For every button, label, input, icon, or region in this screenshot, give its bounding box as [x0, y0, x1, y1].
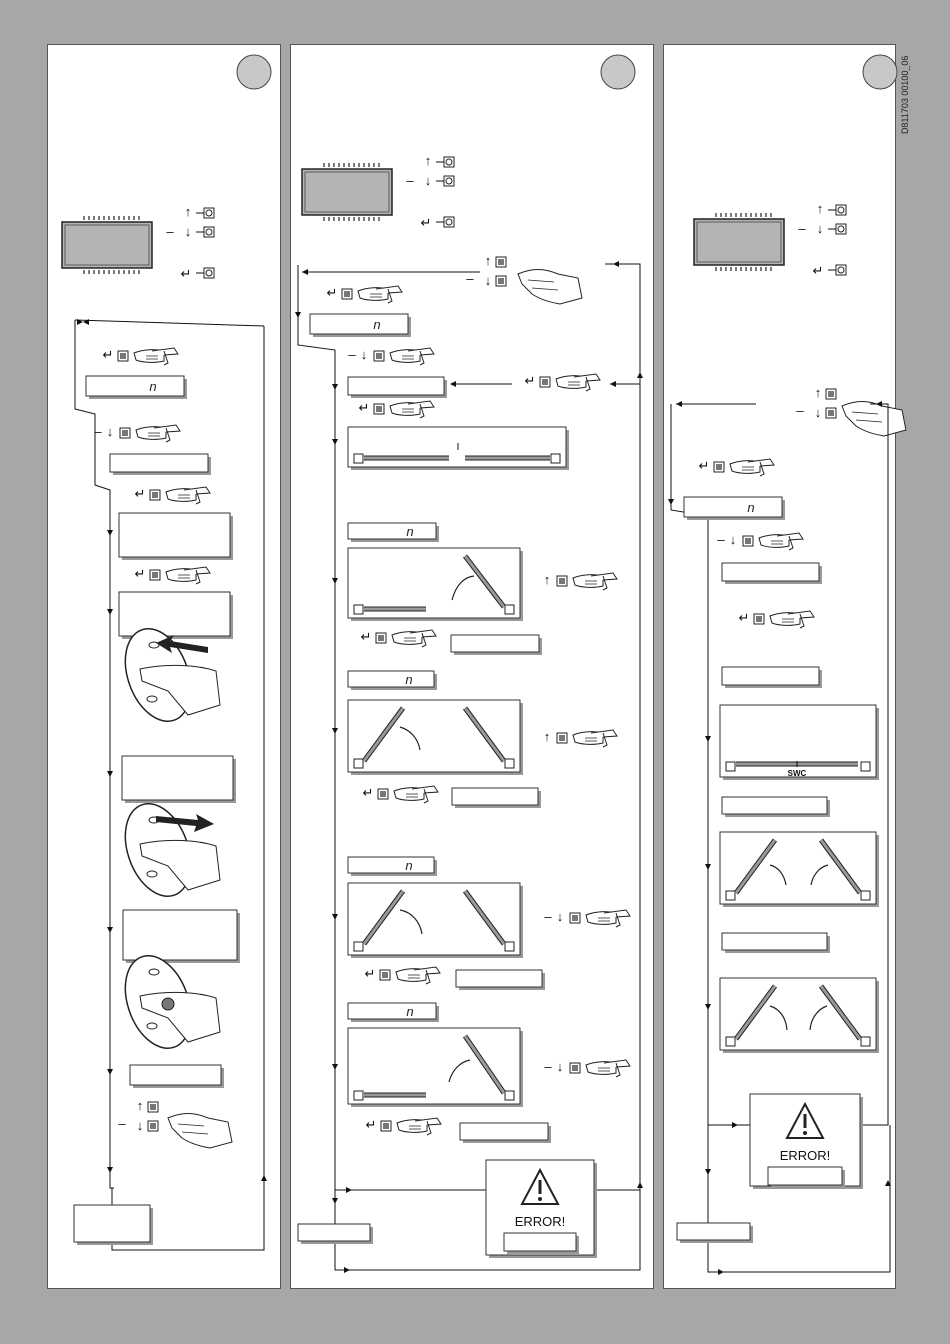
button-icon [380, 791, 386, 797]
pointing-hand-icon [770, 611, 814, 628]
up_arrow-symbol: ↑ [184, 204, 192, 219]
flow-arrow-icon [668, 499, 674, 505]
message-box [298, 1224, 370, 1241]
down_arrow-symbol: ↓ [106, 424, 114, 439]
pointing-hand-icon [390, 401, 434, 418]
button-icon [716, 464, 722, 470]
error-code-box [504, 1233, 576, 1251]
minus-symbol: – [798, 221, 806, 236]
enter-symbol: ↵ [358, 400, 370, 415]
pointing-hand-icon [573, 573, 617, 590]
flow-arrow-icon [610, 381, 616, 387]
message-box [123, 910, 237, 960]
button-icon [756, 616, 762, 622]
button-icon [152, 492, 158, 498]
warning-triangle-icon [539, 1180, 542, 1194]
flow-arrow-icon [107, 1167, 113, 1173]
down_arrow-symbol: ↓ [136, 1118, 144, 1133]
button-icon [559, 578, 565, 584]
up_arrow-symbol: ↑ [543, 729, 551, 744]
flow-arrow-icon [346, 1187, 352, 1193]
display-box [86, 376, 184, 396]
down_arrow-symbol: ↓ [184, 224, 192, 239]
pointing-hand-icon [573, 730, 617, 747]
message-box [74, 1205, 150, 1242]
pointing-hand-icon [358, 286, 402, 303]
display-box [110, 454, 208, 472]
enter-symbol: ↵ [812, 263, 824, 278]
gate-diagram-box [348, 700, 520, 772]
button-icon [745, 538, 751, 544]
display-box [348, 1003, 436, 1019]
down_arrow-symbol: ↓ [729, 532, 737, 547]
up_arrow-symbol: ↑ [816, 201, 824, 216]
error-label: ERROR! [514, 1214, 566, 1229]
enter-symbol: ↵ [365, 1117, 377, 1132]
pointing-hand-icon [166, 567, 210, 584]
enter-symbol: ↵ [698, 458, 710, 473]
flow-arrow-icon [705, 736, 711, 742]
pointing-hand-icon [730, 459, 774, 476]
button-icon [376, 406, 382, 412]
down_arrow-symbol: ↓ [816, 221, 824, 236]
minus-symbol: – [466, 271, 474, 286]
minus-symbol: – [544, 1059, 552, 1074]
flow-arrow-icon [705, 1004, 711, 1010]
enter-symbol: ↵ [362, 785, 374, 800]
pointing-hand-icon [168, 1114, 232, 1149]
up_arrow-symbol: ↑ [484, 253, 492, 268]
pointing-hand-icon [394, 786, 438, 803]
message-box [451, 635, 539, 652]
message-box [119, 592, 230, 636]
up_arrow-symbol: ↑ [136, 1098, 144, 1113]
gate-diagram-box [720, 832, 876, 904]
display-digit: n [406, 1004, 414, 1019]
flow-arrow-icon [705, 1169, 711, 1175]
flow-arrow-icon [637, 372, 643, 378]
display-box [348, 671, 434, 687]
down_arrow-symbol: ↓ [556, 909, 564, 924]
minus-symbol: – [166, 224, 174, 239]
flow-arrow-icon [302, 269, 308, 275]
minus-symbol: – [406, 173, 414, 188]
step-number-circle [237, 55, 271, 89]
gate-diagram-box [348, 883, 520, 955]
flow-arrow-icon [613, 261, 619, 267]
flow-arrow-icon [332, 1064, 338, 1070]
display-digit: n [747, 500, 755, 515]
enter-symbol: ↵ [102, 347, 114, 362]
flow-arrow-icon [637, 1182, 643, 1188]
down_arrow-symbol: ↓ [556, 1059, 564, 1074]
button-icon [559, 735, 565, 741]
down_arrow-symbol: ↓ [360, 347, 368, 362]
button-icon [344, 291, 350, 297]
pointing-hand-icon [166, 487, 210, 504]
message-box [452, 788, 538, 805]
enter-symbol: ↵ [180, 266, 192, 281]
pointing-hand-icon [586, 1060, 630, 1077]
display-digit: n [405, 672, 413, 687]
minus-symbol: – [348, 347, 356, 362]
display-box [722, 797, 827, 814]
button-icon [498, 278, 504, 284]
button-icon [498, 259, 504, 265]
button-icon [122, 430, 128, 436]
down_arrow-symbol: ↓ [484, 273, 492, 288]
flow-arrow-icon [295, 312, 301, 318]
pointing-hand-icon [397, 1118, 441, 1135]
pointing-hand-icon [136, 425, 180, 442]
pointing-hand-icon [556, 374, 600, 391]
warning-triangle-icon [803, 1131, 807, 1135]
flow-arrow-icon [332, 914, 338, 920]
flow-arrow-icon [332, 1198, 338, 1204]
enter-symbol: ↵ [134, 566, 146, 581]
flow-arrow-icon [676, 401, 682, 407]
finger-on-disc-icon [113, 795, 220, 906]
warning-triangle-icon [538, 1197, 542, 1201]
display-digit: n [373, 317, 381, 332]
pointing-hand-icon [134, 348, 178, 365]
flow-arrow-icon [261, 1175, 267, 1181]
display-box [348, 857, 434, 873]
error-label: ERROR! [779, 1148, 831, 1163]
flow-arrow-icon [718, 1269, 724, 1275]
display-digit: n [406, 524, 414, 539]
display-box [722, 933, 827, 950]
minus-symbol: – [118, 1116, 126, 1131]
message-box [122, 756, 233, 800]
down_arrow-symbol: ↓ [424, 173, 432, 188]
gate-barrier-icon [861, 762, 870, 771]
enter-symbol: ↵ [420, 215, 432, 230]
minus-symbol: – [796, 403, 804, 418]
flow-arrow-icon [332, 384, 338, 390]
pointing-hand-icon [390, 348, 434, 365]
display-box [348, 523, 436, 539]
flow-arrow-icon [107, 927, 113, 933]
message-box [456, 970, 542, 987]
message-box [677, 1223, 750, 1240]
flow-arrow-icon [332, 439, 338, 445]
button-icon [150, 1104, 156, 1110]
minus-symbol: – [544, 909, 552, 924]
flow-arrow-icon [705, 864, 711, 870]
pointing-hand-icon [586, 910, 630, 927]
button-icon [382, 972, 388, 978]
flow-arrow-icon [332, 728, 338, 734]
display-box [722, 563, 819, 581]
display-box [310, 314, 408, 334]
display-digit: n [149, 379, 157, 394]
flow-arrow-icon [332, 578, 338, 584]
button-icon [572, 1065, 578, 1071]
flow-arrow-icon [450, 381, 456, 387]
message-box [130, 1065, 221, 1085]
enter-symbol: ↵ [738, 610, 750, 625]
gate-diagram-box [720, 978, 876, 1050]
button-icon [572, 915, 578, 921]
step-number-circle [601, 55, 635, 89]
enter-symbol: ↵ [326, 285, 338, 300]
lcd-display-icon [302, 163, 392, 221]
up_arrow-symbol: ↑ [424, 153, 432, 168]
button-icon [152, 572, 158, 578]
display-box [722, 667, 819, 685]
flow-arrow-icon [107, 530, 113, 536]
button-icon [542, 379, 548, 385]
finger-on-disc-icon [113, 947, 220, 1058]
button-icon [828, 391, 834, 397]
button-icon [828, 410, 834, 416]
button-icon [120, 353, 126, 359]
display-box [684, 497, 782, 517]
flow-arrow-icon [107, 1069, 113, 1075]
gate-barrier-icon [726, 762, 735, 771]
message-box [119, 513, 230, 557]
enter-symbol: ↵ [364, 966, 376, 981]
display-box [348, 377, 444, 395]
pointing-hand-icon [842, 402, 906, 437]
button-icon [150, 1123, 156, 1129]
minus-symbol: – [94, 424, 102, 439]
button-icon [376, 353, 382, 359]
flow-arrow-icon [107, 609, 113, 615]
pointing-hand-icon [392, 630, 436, 647]
up_arrow-symbol: ↑ [814, 385, 822, 400]
down_arrow-symbol: ↓ [814, 405, 822, 420]
document-code: D811703 00100_06 [900, 55, 910, 135]
enter-symbol: ↵ [524, 373, 536, 388]
pointing-hand-icon [518, 270, 582, 305]
flow-arrow-icon [344, 1267, 350, 1273]
enter-symbol: ↵ [360, 629, 372, 644]
warning-triangle-icon [804, 1114, 807, 1128]
button-icon [383, 1123, 389, 1129]
error-code-box [768, 1167, 842, 1185]
pointing-hand-icon [396, 967, 440, 984]
minus-symbol: – [717, 532, 725, 547]
step-number-circle [863, 55, 897, 89]
swc-label: SWC [787, 769, 807, 778]
message-box [460, 1123, 548, 1140]
pointing-hand-icon [759, 533, 803, 550]
lcd-display-icon [694, 213, 784, 271]
gate-diagram-box [348, 427, 566, 467]
flow-arrow-icon [732, 1122, 738, 1128]
display-digit: n [405, 858, 413, 873]
flow-arrow-icon [107, 771, 113, 777]
button-icon [378, 635, 384, 641]
up_arrow-symbol: ↑ [543, 572, 551, 587]
enter-symbol: ↵ [134, 486, 146, 501]
lcd-display-icon [62, 216, 152, 274]
